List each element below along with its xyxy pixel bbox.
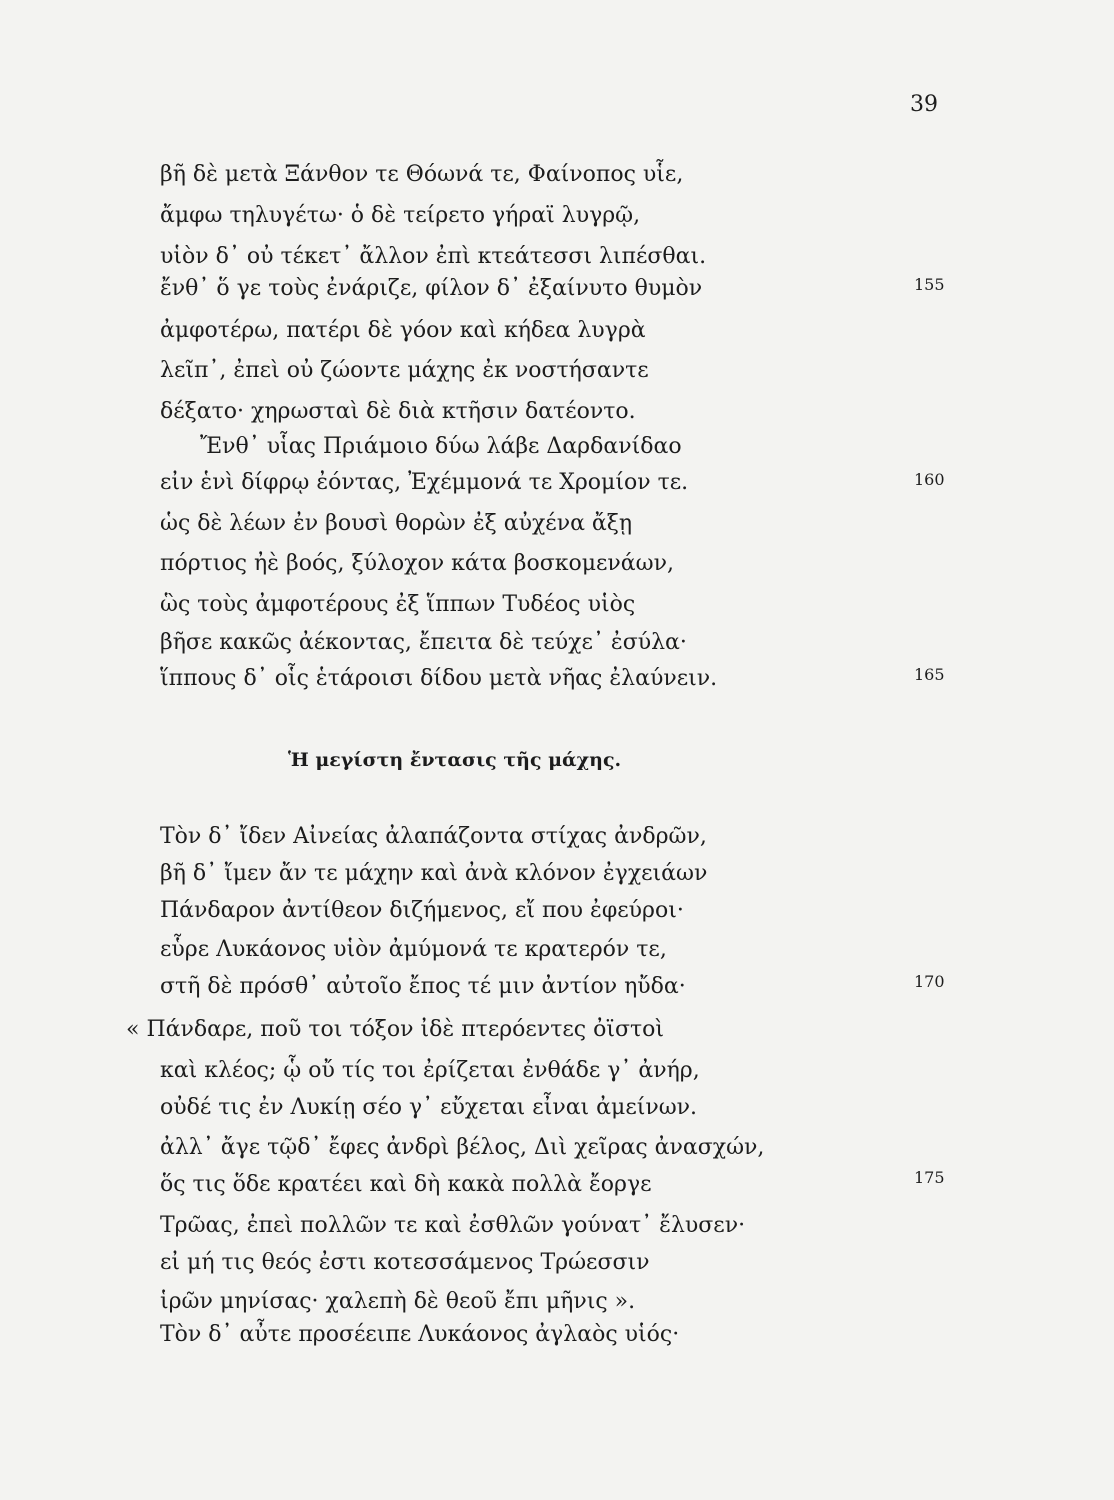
verse-line: Τὸν δ᾽ αὖτε προσέειπε Λυκάονος ἀγλαὸς υἱός· — [160, 1322, 680, 1347]
verse-line: ὣς τοὺς ἀμφοτέρους ἐξ ἵππων Τυδέος υἱὸς — [160, 592, 636, 617]
verse-line: καὶ κλέος; ᾧ οὔ τίς τοι ἐρίζεται ἐνθάδε γ᾽ ἀνήρ, — [160, 1058, 700, 1083]
verse-line: Τὸν δ᾽ ἴδεν Αἰνείας ἀλαπάζοντα στίχας ἀνδρῶν, — [160, 824, 707, 849]
verse-line: ἱρῶν μηνίσας· χαλεπὴ δὲ θεοῦ ἔπι μῆνις ». — [160, 1289, 636, 1314]
verse-line: ἔνθ᾽ ὅ γε τοὺς ἐνάριζε, φίλον δ᾽ ἐξαίνυτο θυμὸν — [160, 276, 703, 301]
line-number: 170 — [914, 972, 945, 991]
verse-line: ὅς τις ὅδε κρατέει καὶ δὴ κακὰ πολλὰ ἔοργε — [160, 1172, 652, 1197]
page-number: 39 — [910, 92, 938, 117]
verse-line: εἰ μή τις θεός ἐστι κοτεσσάμενος Τρώεσσιν — [160, 1250, 650, 1275]
verse-line: ἵππους δ᾽ οἷς ἑτάροισι δίδου μετὰ νῆας ἐλαύνειν. — [160, 666, 718, 691]
verse-line: πόρτιος ἠὲ βοός, ξύλοχον κάτα βοσκομενάων, — [160, 551, 674, 576]
verse-line: Ἔνθ᾽ υἷας Πριάμοιο δύω λάβε Δαρδανίδαο — [200, 434, 682, 459]
verse-line: στῆ δὲ πρόσθ᾽ αὐτοῖο ἔπος τέ μιν ἀντίον ηὔδα· — [160, 974, 686, 999]
verse-line: ἄμφω τηλυγέτω· ὁ δὲ τείρετο γήραϊ λυγρῷ, — [160, 203, 641, 228]
verse-line: ὡς δὲ λέων ἐν βουσὶ θορὼν ἐξ αὐχένα ἄξῃ — [160, 511, 633, 536]
verse-line: δέξατο· χηρωσταὶ δὲ διὰ κτῆσιν δατέοντο. — [160, 399, 636, 424]
verse-line: ἀμφοτέρω, πατέρι δὲ γόον καὶ κήδεα λυγρὰ — [160, 318, 646, 343]
line-number: 165 — [914, 665, 945, 684]
verse-line: βῆ δὲ μετὰ Ξάνθον τε Θόωνά τε, Φαίνοπος υἷε, — [160, 162, 684, 187]
verse-line: Τρῶας, ἐπεὶ πολλῶν τε καὶ ἐσθλῶν γούνατ᾽ ἔλυσεν· — [160, 1213, 746, 1238]
verse-line: « Πάνδαρε, ποῦ τοι τόξον ἰδὲ πτερόεντες ὀϊστοὶ — [126, 1017, 665, 1042]
verse-line: υἱὸν δ᾽ οὐ τέκετ᾽ ἄλλον ἐπὶ κτεάτεσσι λιπέσθαι. — [160, 244, 707, 269]
verse-line: Πάνδαρον ἀντίθεον διζήμενος, εἴ που ἐφεύροι· — [160, 898, 684, 923]
line-number: 160 — [914, 470, 945, 489]
section-heading: Ἡ μεγίστη ἔντασις τῆς μάχης. — [288, 749, 622, 771]
verse-line: βῆσε κακῶς ἀέκοντας, ἔπειτα δὲ τεύχε᾽ ἐσύλα· — [160, 630, 687, 655]
verse-line: οὐδέ τις ἐν Λυκίῃ σέο γ᾽ εὔχεται εἶναι ἀμείνων. — [160, 1095, 698, 1120]
line-number: 175 — [914, 1168, 945, 1187]
verse-line: εἰν ἑνὶ δίφρῳ ἐόντας, Ἐχέμμονά τε Χρομίον τε. — [160, 470, 689, 495]
verse-line: εὗρε Λυκάονος υἱὸν ἀμύμονά τε κρατερόν τε, — [160, 937, 667, 962]
verse-line: ἀλλ᾽ ἄγε τῷδ᾽ ἔφες ἀνδρὶ βέλος, Διὶ χεῖρας ἀνασχών, — [160, 1135, 765, 1160]
line-number: 155 — [914, 275, 945, 294]
verse-line: βῆ δ᾽ ἴμεν ἄν τε μάχην καὶ ἀνὰ κλόνον ἐγχειάων — [160, 861, 708, 886]
verse-line: λεῖπ᾽, ἐπεὶ οὐ ζώοντε μάχης ἐκ νοστήσαντε — [160, 358, 649, 383]
